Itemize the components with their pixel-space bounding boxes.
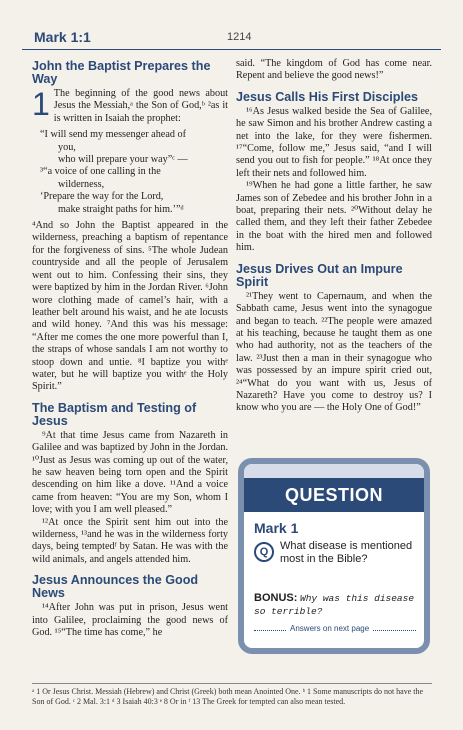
question-title: QUESTION [244,478,424,512]
question-box [238,458,430,654]
poetry-quote [40,129,228,216]
bonus-text: Why was this disease so terrible? [254,593,415,617]
verse-text: ¹⁹When he had gone a little farther, he saw James son of Zebedee and his brother John in a boat, preparing their nets. ²⁰Without delay he called them, and they left their father Zebedee in the boat with the hired men and followed him. [236,180,432,254]
poetry-line: wilderness, [58,178,105,190]
footnotes: ᵃ 1 Or Jesus Christ. Messiah (Hebrew) and Christ (Greek) both mean Anointed One. ᵇ 1 Some manuscripts do not have the Son of God. ᶜ 2 Mal. 3:1 ᵈ 3 Isaiah 40:3 ᵉ 8 Or in ᶠ 13 The Greek for tempted can also mean tested. [32,683,432,707]
verse-text: The beginning of the good news about Jesus the Messiah,ᵃ the Son of God,ᵇ ²as it is written in Isaiah the prophet: [53,88,228,124]
question-body [254,540,416,588]
poetry-line: ‘Prepare the way for the Lord, [40,191,164,203]
verse-text: ⁹At that time Jesus came from Nazareth in Galilee and was baptized by John in the Jordan. ¹⁰Just as Jesus was coming up out of the water, he saw heaven being torn open and the Spirit descending on him like a dove. ¹¹And a voice came from heaven: “You are my Son, whom I love; with you I am well pleased.” [32,429,228,516]
poetry-line: “I will send my messenger ahead of [40,129,186,141]
poetry-line: ³“a voice of one calling in the [40,166,161,178]
page-header [22,28,441,50]
question-reference: Mark 1 [254,520,299,536]
left-column [32,58,228,639]
bonus-label: BONUS: [254,592,298,604]
chapter-reference: Mark 1:1 [34,29,91,45]
question-band [244,464,424,478]
verse-text: ¹²At once the Spirit sent him out into the wilderness, ¹³and he was in the wilderness forty days, being temptedᶠ by Satan. He was with the wild animals, and angels attended him. [32,516,228,565]
section-heading: The Baptism and Testing of Jesus [32,400,197,428]
bonus-question [254,592,416,618]
verse-text: ¹⁶As Jesus walked beside the Sea of Galilee, he saw Simon and his brother Andrew casting a net into the lake, for they were fishermen. ¹⁷“Come, follow me,” Jesus said, “and I will send you out to fish for people.” ¹⁸At once they left their nets and followed him. [236,105,432,179]
poetry-line: you, [58,141,76,153]
chapter-dropcap: 1 [32,86,50,122]
opening-paragraph [32,88,228,125]
section-heading: John the Baptist Prepares the Way [32,59,211,86]
section-heading: Jesus Calls His First Disciples [236,89,418,104]
poetry-line: make straight paths for him.’”ᵈ [58,203,184,215]
verse-text: ⁴And so John the Baptist appeared in the wilderness, preaching a baptism of repentance for the forgiveness of sins. ⁵The whole Judean countryside and all the people of Jerusalem went out to him. Confessing their sins, they were baptized by him in the Jordan River. ⁶John wore clothing made of camel’s hair, with a leather belt around his waist, and he ate locusts and wild honey. ⁷And this was his message: “After me comes the one more powerful than I, the straps of whose sandals I am not worthy to stoop down and untie. ⁸I baptize you withᵉ water, but he will baptize you withᵉ the Holy Spirit.” [32,220,228,393]
section-heading: Jesus Announces the Good News [32,573,199,601]
poetry-line: who will prepare your way”ᶜ — [58,154,188,166]
right-column [236,58,432,415]
answers-note [254,624,416,636]
verse-text: said. “The kingdom of God has come near. Repent and believe the good news!” [236,58,432,82]
section-heading: Jesus Drives Out an Impure Spirit [236,261,403,289]
question-icon: Q [254,542,274,562]
verse-text: ²¹They went to Capernaum, and when the Sabbath came, Jesus went into the synagogue and began to teach. ²²The people were amazed at his teaching, because he taught them as one who had authority, not as the teachers of the law. ²³Just then a man in their synagogue who was possessed by an impure spirit cried out, ²⁴“What do you want with us, Jesus of Nazareth? Have you come to destroy us? I know who you are — the Holy One of God!” [236,290,432,414]
verse-text: ¹⁴After John was put in prison, Jesus went into Galilee, proclaiming the good news of God. ¹⁵“The time has come,” he [32,602,228,639]
answers-text: Answers on next page [286,624,373,633]
question-text: What disease is mentioned most in the Bible? [280,540,413,565]
page-number: 1214 [227,31,252,43]
